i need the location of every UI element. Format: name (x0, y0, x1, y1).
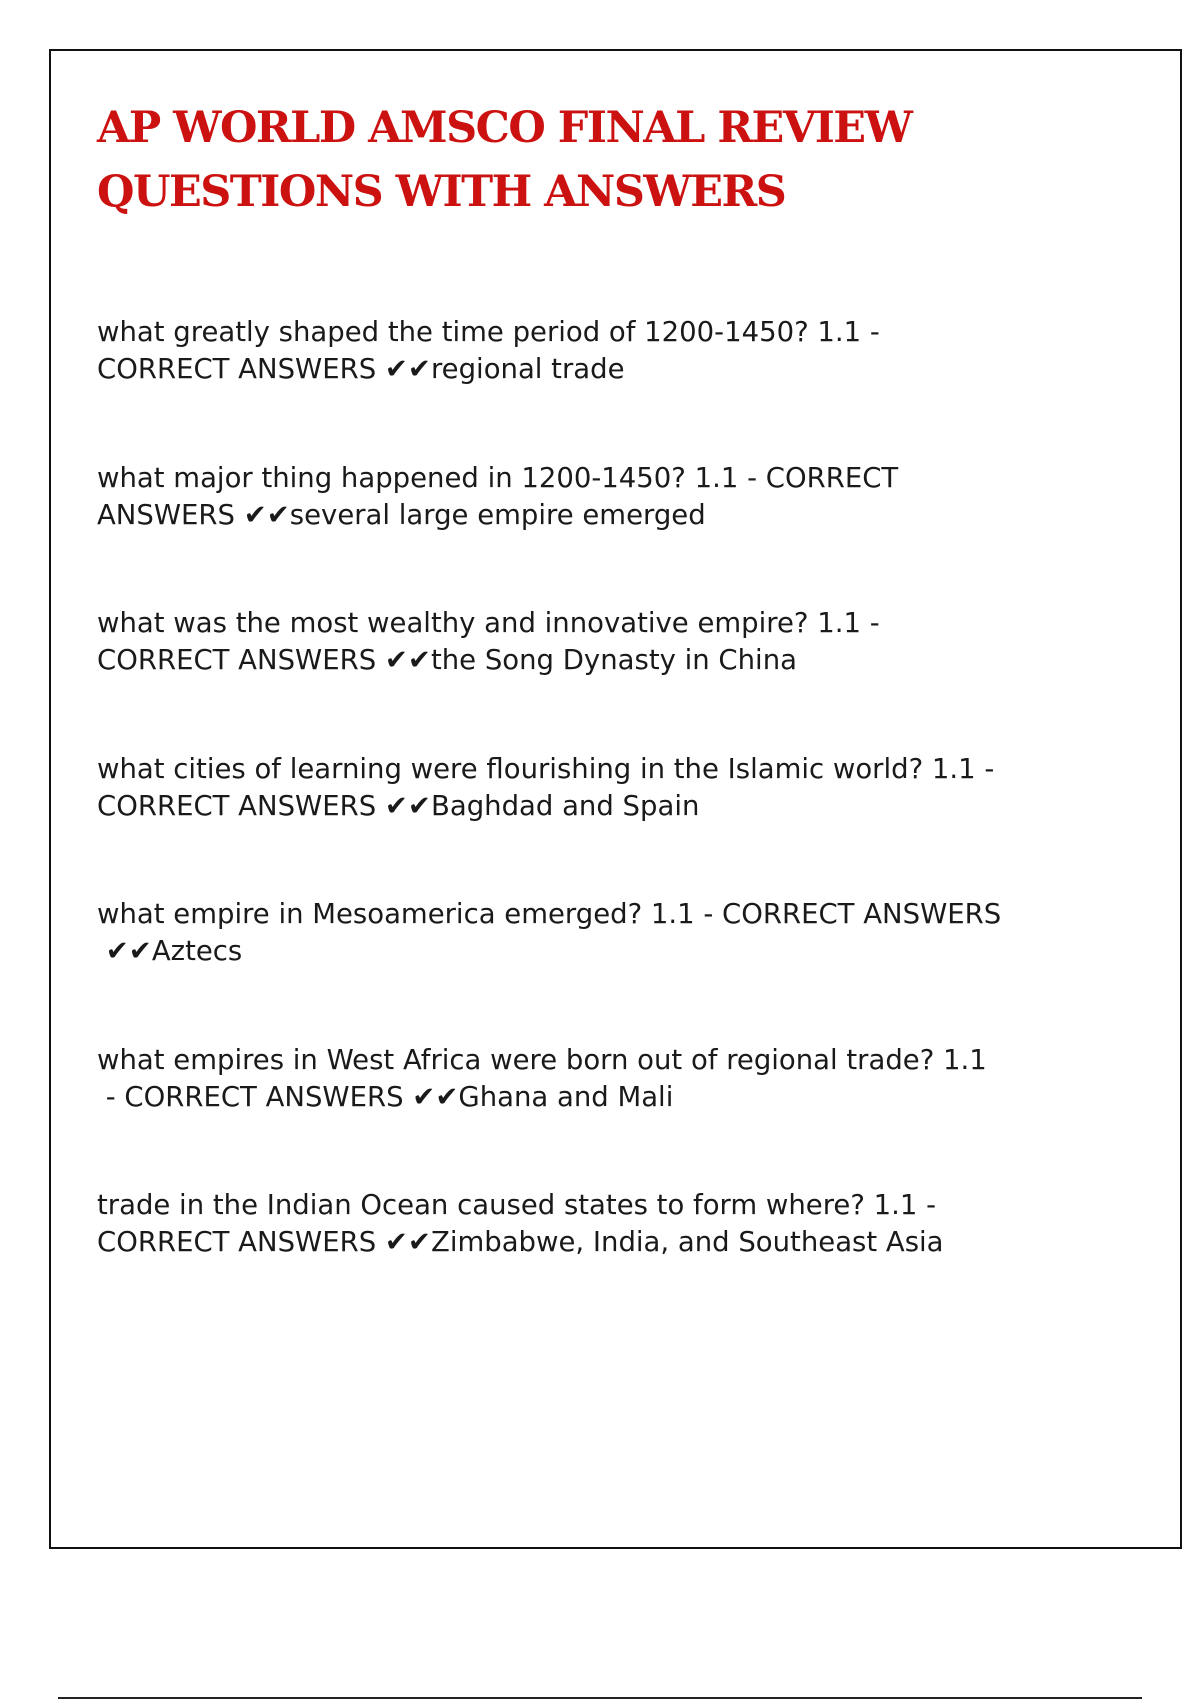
qa-item: what was the most wealthy and innovative empire? 1.1 - CORRECT ANSWERS ✔✔the Song Dynasty in China (97, 607, 880, 676)
qa-list (97, 314, 1087, 1333)
qa-item: what greatly shaped the time period of 1200-1450? 1.1 - CORRECT ANSWERS ✔✔regional trade (97, 316, 880, 385)
qa-item: what empires in West Africa were born out of regional trade? 1.1 - CORRECT ANSWERS ✔✔Ghana and Mali (97, 1043, 987, 1113)
qa-item: trade in the Indian Ocean caused states to form where? 1.1 - CORRECT ANSWERS ✔✔Zimbabwe, India, and Southeast Asia (97, 1189, 944, 1258)
page-bottom-rule (58, 1697, 1142, 1699)
qa-item: what cities of learning were flourishing in the Islamic world? 1.1 - CORRECT ANSWERS ✔✔Baghdad and Spain (97, 752, 995, 822)
qa-item: what empire in Mesoamerica emerged? 1.1 - CORRECT ANSWERS ✔✔Aztecs (97, 898, 1002, 967)
qa-item: what major thing happened in 1200-1450? 1.1 - CORRECT ANSWERS ✔✔several large empire emerged (97, 461, 899, 531)
document-title: AP WORLD AMSCO FINAL REVIEW QUESTIONS WITH ANSWERS (97, 103, 912, 217)
